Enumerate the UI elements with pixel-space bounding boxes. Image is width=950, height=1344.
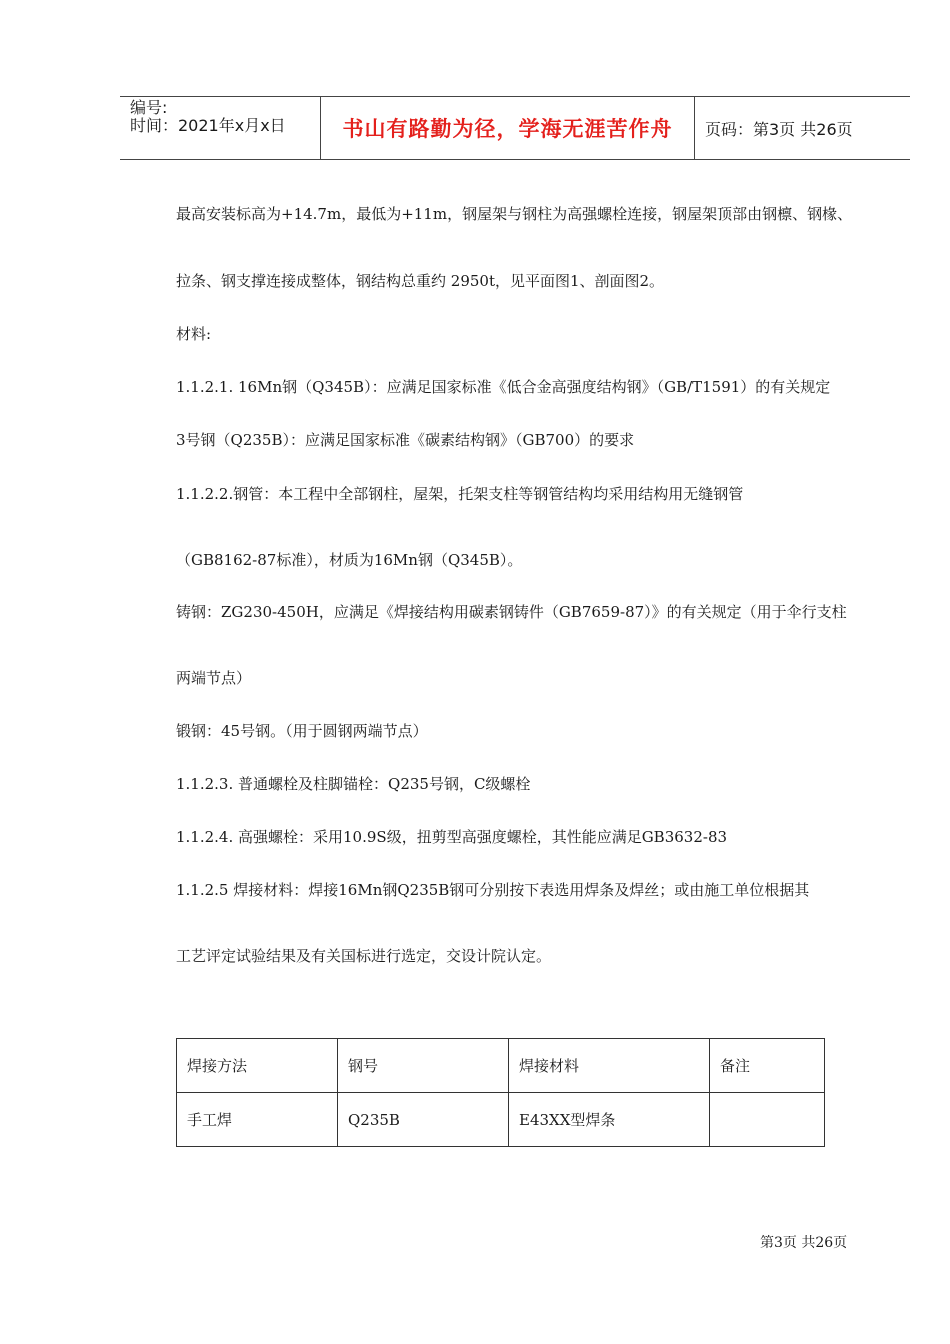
header-meta-cell — [120, 97, 321, 159]
table-cell — [710, 1093, 825, 1147]
body-line: 1.1.2.5 焊接材料：焊接16Mn钢Q235B钢可分别按下表选用焊条及焊丝；或由施工单位根据其 — [176, 881, 810, 899]
body-line: 工艺评定试验结果及有关国标进行选定，交设计院认定。 — [176, 947, 552, 965]
table-cell: 手工焊 — [177, 1093, 338, 1147]
table-row — [177, 1093, 825, 1147]
body-line: 3号钢（Q235B）：应满足国家标准《碳素结构钢》（GB700）的要求 — [176, 431, 635, 449]
body-line: 最高安装标高为+14.7m，最低为+11m，钢屋架与钢柱为高强螺栓连接，钢屋架顶部由钢檩、钢椽、 — [176, 205, 853, 223]
document-time-label: 时间：2021年x月x日 — [130, 116, 286, 135]
document-number-label: 编号: — [130, 98, 168, 117]
header-page-number: 页码：第3页 共26页 — [705, 119, 853, 139]
body-line: 两端节点） — [176, 669, 252, 687]
body-line: 1.1.2.1. 16Mn钢（Q345B）：应满足国家标准《低合金高强度结构钢》（GB/T1591）的有关规定 — [176, 378, 831, 396]
table-cell: E43XX型焊条 — [509, 1093, 710, 1147]
body-line: 锻钢：45号钢。（用于圆钢两端节点） — [176, 722, 428, 740]
page-footer: 第3页 共26页 — [760, 1235, 848, 1251]
welding-materials-table — [176, 1038, 825, 1147]
table-header-row — [177, 1039, 825, 1093]
table-header-cell: 备注 — [710, 1039, 825, 1093]
body-line: 1.1.2.4. 高强螺栓：采用10.9S级，扭剪型高强度螺栓，其性能应满足GB3632-83 — [176, 828, 728, 846]
header-page-cell — [705, 97, 910, 159]
body-line: 拉条、钢支撑连接成整体，钢结构总重约 2950t，见平面图1、剖面图2。 — [176, 272, 665, 290]
table-cell: Q235B — [338, 1093, 509, 1147]
body-line: 1.1.2.3. 普通螺栓及柱脚锚栓：Q235号钢，C级螺栓 — [176, 775, 531, 793]
table-header-cell: 焊接方法 — [177, 1039, 338, 1093]
page-header — [120, 96, 910, 160]
body-line: 材料: — [176, 325, 212, 343]
table-header-cell: 钢号 — [338, 1039, 509, 1093]
table-header-cell: 焊接材料 — [509, 1039, 710, 1093]
header-motto-cell — [321, 97, 695, 159]
body-line: 铸钢：ZG230-450H，应满足《焊接结构用碳素钢铸件（GB7659-87）》的有关规定（用于伞行支柱 — [176, 603, 847, 621]
body-line: 1.1.2.2.钢管：本工程中全部钢柱，屋架，托架支柱等钢管结构均采用结构用无缝钢管 — [176, 485, 744, 503]
header-motto: 书山有路勤为径，学海无涯苦作舟 — [342, 117, 673, 141]
body-line: （GB8162-87标准），材质为16Mn钢（Q345B）。 — [176, 551, 523, 569]
